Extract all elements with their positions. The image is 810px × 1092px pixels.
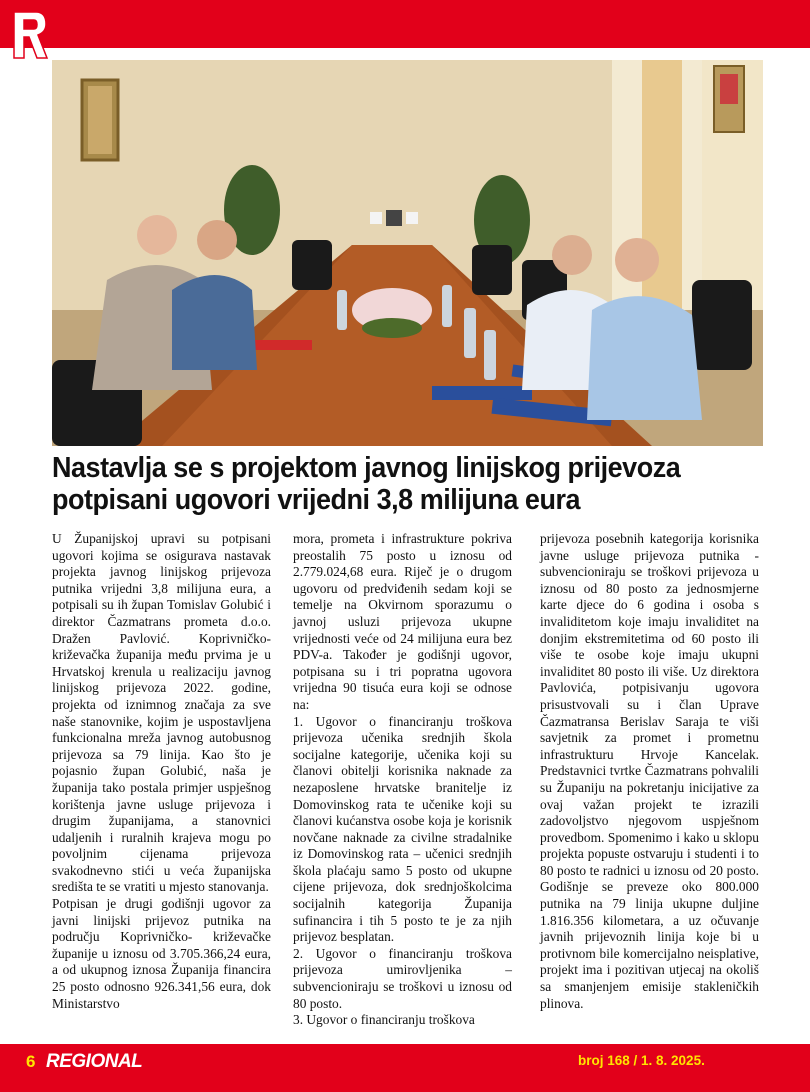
paragraph: Potpisan je drugi godišnji ugovor za javni linijski prijevoz putnika na području Koprivničko- križevačke županije u iznosu od 3.705.366,24 eura, a od ukupnog iznosa Županija financira 25 posto odnosno 926.341,56 eura, dok Ministarstvo [52, 896, 271, 1011]
headline-line-1: Nastavlja se s projektom javnog linijskog prijevoza [52, 452, 681, 484]
article-headline [52, 452, 722, 516]
regional-r-logo-icon [10, 8, 50, 62]
article-column-2 [293, 531, 512, 1029]
paragraph: U Županijskoj upravi su potpisani ugovori kojima se osigurava nastavak projekta javnog linijskog prijevoza putnika vrijedni 3,8 milijuna eura, a potpisali su ih župan Tomislav Golubić i direktor Čazmatrans prometa d.o.o. Dražen Pavlović. Koprivničko-križevačka županija među prvima je u Hrvatskoj krenula u realizaciju javnog linijskog prijevoza 2022. godine, projekta od iznimnog značaja za sve naše stanovnike, kojim je uspostavljena funkcionalna mreža javnog autobusnog prijevoza sa 79 linija. Kao što je pojasnio župan Golubić, naša je županija tako postala primjer uspješnog korištenja javne usluge prijevoza i drugim županijama, a stanovnici udaljenih i ruralnih krajeva mogu po povoljnim cijenama prijevoza svakodnevno stići u veća županijska središta te se vratiti u mjesto stanovanja. [52, 531, 271, 895]
paragraph: 2. Ugovor o financiranju troškova prijevoza umirovljenika – subvencioniraju se troškovi u iznosu od 80 posto. [293, 945, 512, 1011]
paragraph: 1. Ugovor o financiranju troškova prijevoza učenika srednjih škola socijalne kategorije, učenika koji su članovi obitelji korisnika naknade za nezaposlene hrvatske branitelje iz Domovinskog rata te učenike koji su članovi kućanstva osobe koja je korisnik novčane naknade za civilne stradalnike iz Domovinskog rata – učenici srednjih škola plaćaju samo 5 posto od ukupne cijene prijevoza, dok srednjoškolcima socijalnih kategorija Županija sufinancira i tih 5 posto te je za njih prijevoz besplatan. [293, 713, 512, 945]
paragraph: mora, prometa i infrastrukture pokriva preostalih 75 posto u iznosu od 2.779.024,68 eura. Riječ je o drugom ugovoru od predviđenih sedam koji se temelje na Okvirnom sporazumu o javnoj usluzi prijevoza ukupne vrijednosti veće od 24 milijuna eura bez PDV-a. Također je godišnji ugovor, potpisana su i tri popratna ugovora vrijedna 90 tisuća eura koji se odnose na: [293, 531, 512, 712]
article-body [52, 531, 764, 1031]
article-column-3 [540, 531, 759, 1012]
issue-info: broj 168 / 1. 8. 2025. [578, 1053, 705, 1068]
paragraph: 3. Ugovor o financiranju troškova [293, 1012, 475, 1028]
brand-logo: REGIONAL [46, 1051, 143, 1072]
meeting-photo [52, 60, 763, 446]
headline-line-2: potpisani ugovori vrijedni 3,8 milijuna eura [52, 484, 581, 516]
top-bar [0, 0, 810, 48]
page-number: 6 [26, 1052, 36, 1071]
article-column-1 [52, 531, 271, 1012]
paragraph: prijevoza posebnih kategorija korisnika javne usluge prijevoza putnika - subvencioniraju se troškovi prijevoza u iznosu od 80 posto za jednosmjerne karte djece do 6 godina i osoba s invaliditetom koje imaju invaliditet na donjim ekstremitetima od 60 posto ili više te osobe koje imaju ukupni invaliditet 80 posto ili više. Uz direktora Pavlovića, potpisivanju ugovora prisustvovali su i član Uprave Čazmatransa Berislav Saraja te viši savjetnik za promet i prometnu infrastrukturu Hrvoje Kancelak. Predstavnici tvrtke Čazmatrans pohvalili su Županiju na pokretanju inicijative za ovaj važan projekt te izrazili zadovoljstvo njegovom uspješnom provedbom. Spomenimo i kako u sklopu projekta popuste ostvaruju i studenti i to 80 posto te radnici u iznosu od 20 posto. Godišnje se preveze oko 800.000 putnika na 79 linija ukupne duljine 1.816.356 kilometara, a uz očuvanje javnih prijevoznih linija koje bi u protivnom bile komercijalno neisplative, projekt ima i pozitivan utjecaj na okoliš sa smanjenjem emisije stakleničkih plinova. [540, 531, 759, 1011]
